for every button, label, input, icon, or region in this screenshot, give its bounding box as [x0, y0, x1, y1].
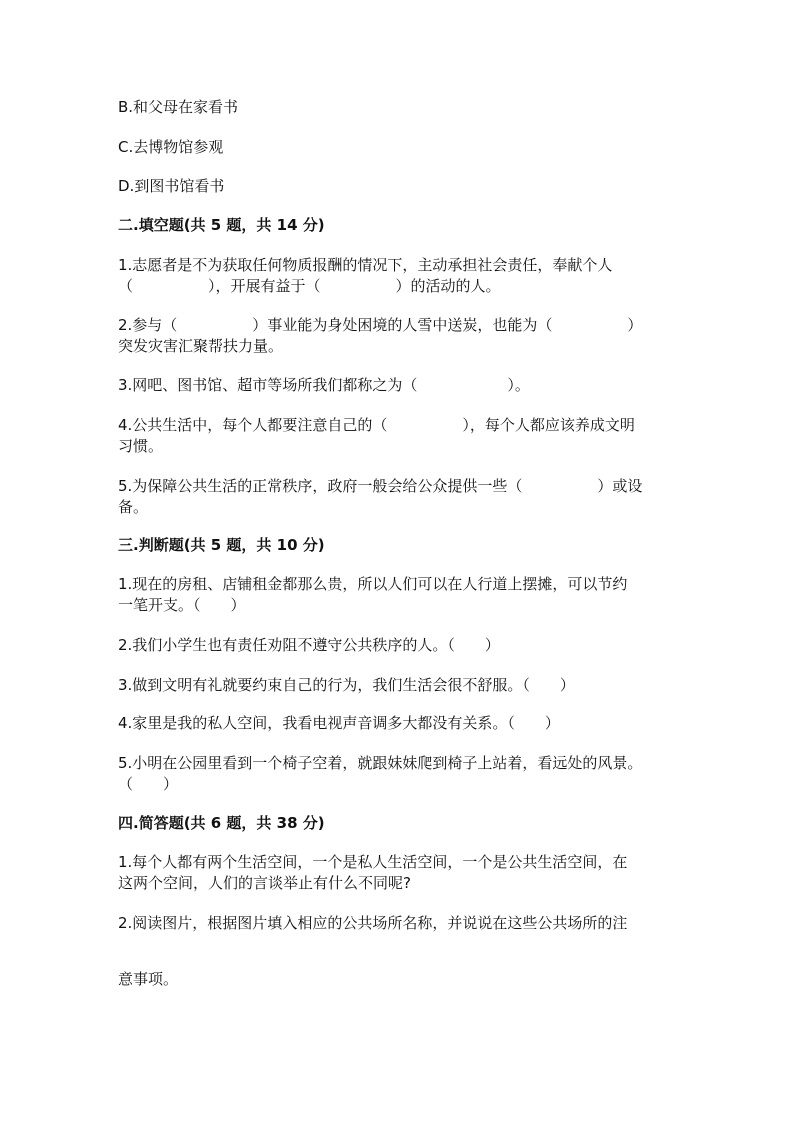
- judge-q2: 2.我们小学生也有责任劝阻不遵守公共秩序的人。（ ）: [118, 636, 500, 654]
- fill-section-heading: 二.填空题(共 5 题，共 14 分): [118, 216, 325, 234]
- option-c: C.去博物馆参观: [118, 138, 224, 156]
- option-b: B.和父母在家看书: [118, 98, 239, 116]
- judge-q5-line1: 5.小明在公园里看到一个椅子空着，就跟妹妹爬到椅子上站着，看远处的风景。: [118, 754, 643, 772]
- fill-q4-line1: 4.公共生活中，每个人都要注意自己的（ ），每个人都应该养成文明: [118, 416, 635, 434]
- short-q1-line2: 这两个空间，人们的言谈举止有什么不同呢?: [118, 874, 411, 892]
- judge-q4: 4.家里是我的私人空间，我看电视声音调多大都没有关系。（ ）: [118, 714, 560, 732]
- fill-q3: 3.网吧、图书馆、超市等场所我们都称之为（ ）。: [118, 376, 530, 394]
- short-q1-line1: 1.每个人都有两个生活空间，一个是私人生活空间，一个是公共生活空间，在: [118, 853, 628, 871]
- fill-q1-line2: （ ），开展有益于（ ）的活动的人。: [118, 277, 501, 295]
- fill-q2-line1: 2.参与（ ）事业能为身处困境的人雪中送炭，也能为（ ）: [118, 316, 643, 334]
- judge-q5-line2: （ ）: [118, 775, 179, 793]
- judge-q1-line2: 一笔开支。（ ）: [118, 596, 246, 614]
- judge-q1-line1: 1.现在的房租、店铺租金都那么贵，所以人们可以在人行道上摆摊，可以节约: [118, 575, 628, 593]
- short-q2-line1: 2.阅读图片，根据图片填入相应的公共场所名称，并说说在这些公共场所的注: [118, 914, 628, 932]
- judge-section-heading: 三.判断题(共 5 题，共 10 分): [118, 536, 325, 554]
- judge-q3: 3.做到文明有礼就要约束自己的行为，我们生活会很不舒服。（ ）: [118, 676, 575, 694]
- fill-q1-line1: 1.志愿者是不为获取任何物质报酬的情况下，主动承担社会责任，奉献个人: [118, 256, 613, 274]
- short-section-heading: 四.简答题(共 6 题，共 38 分): [118, 814, 325, 832]
- short-q2-line2: 意事项。: [118, 970, 179, 988]
- option-d: D.到图书馆看书: [118, 177, 225, 195]
- fill-q5-line2: 备。: [118, 498, 149, 516]
- fill-q5-line1: 5.为保障公共生活的正常秩序，政府一般会给公众提供一些（ ）或设: [118, 477, 643, 495]
- fill-q4-line2: 习惯。: [118, 437, 164, 455]
- fill-q2-line2: 突发灾害汇聚帮扶力量。: [118, 337, 284, 355]
